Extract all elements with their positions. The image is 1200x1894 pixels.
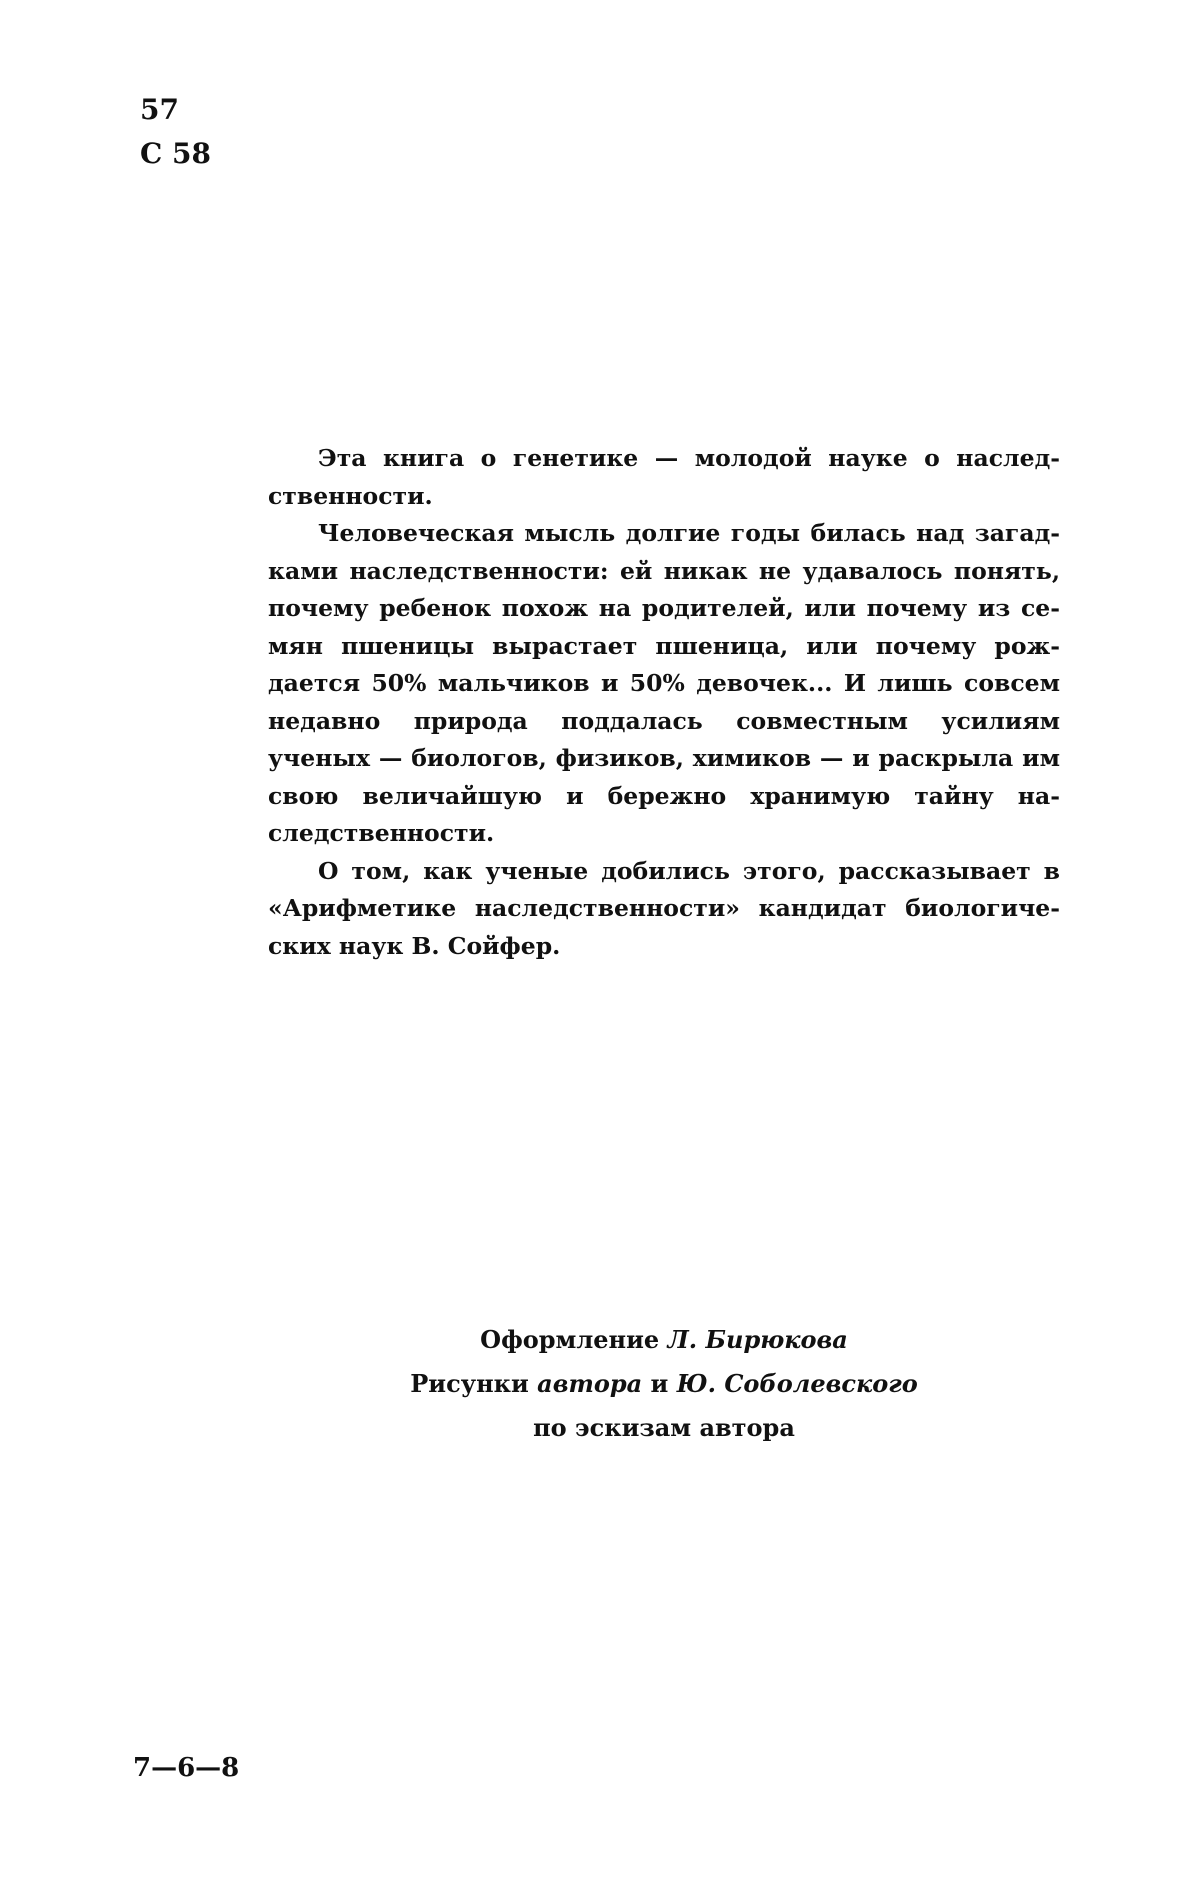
- annotation-paragraph-1: Эта книга о генетике — молодой науке о наследственности.: [268, 444, 1060, 510]
- annotation-paragraph-3: О том, как ученые добились этого, рассказывает в «Арифметике наследственности» кандидат биологических наук В. Сойфер.: [268, 856, 1060, 960]
- design-label: Оформление: [480, 1325, 660, 1354]
- drawings-and: и: [650, 1369, 669, 1398]
- drawings-by: автора: [537, 1369, 643, 1398]
- sketches-credit: по эскизам автора: [533, 1413, 795, 1442]
- signature-code: 7—6—8: [133, 1753, 240, 1783]
- annotation: [268, 440, 1060, 965]
- design-credit: [268, 1318, 1060, 1362]
- designer-name: Л. Бирюкова: [667, 1325, 848, 1354]
- credits: [268, 1318, 1060, 1450]
- illustrator-name: Ю. Соболевского: [676, 1369, 918, 1398]
- catalog-index: [140, 88, 211, 176]
- author-mark: С 58: [140, 137, 211, 170]
- annotation-paragraph-2: Человеческая мысль долгие годы билась над загадками наследственности: ей никак не удавалось понять, почему ребенок похож на родителей, или почему из семян пшеницы вырастает пшеница, или почему рождается 50% мальчиков и 50% девочек... И лишь совсем недавно природа поддалась совместным усилиям ученых — биологов, физиков, химиков — и раскрыла им свою величайшую и бережно хранимую тайну наследственности.: [268, 519, 1060, 847]
- udc-code: 57: [140, 93, 179, 126]
- drawings-credit: [268, 1362, 1060, 1406]
- drawings-label: Рисунки: [410, 1369, 529, 1398]
